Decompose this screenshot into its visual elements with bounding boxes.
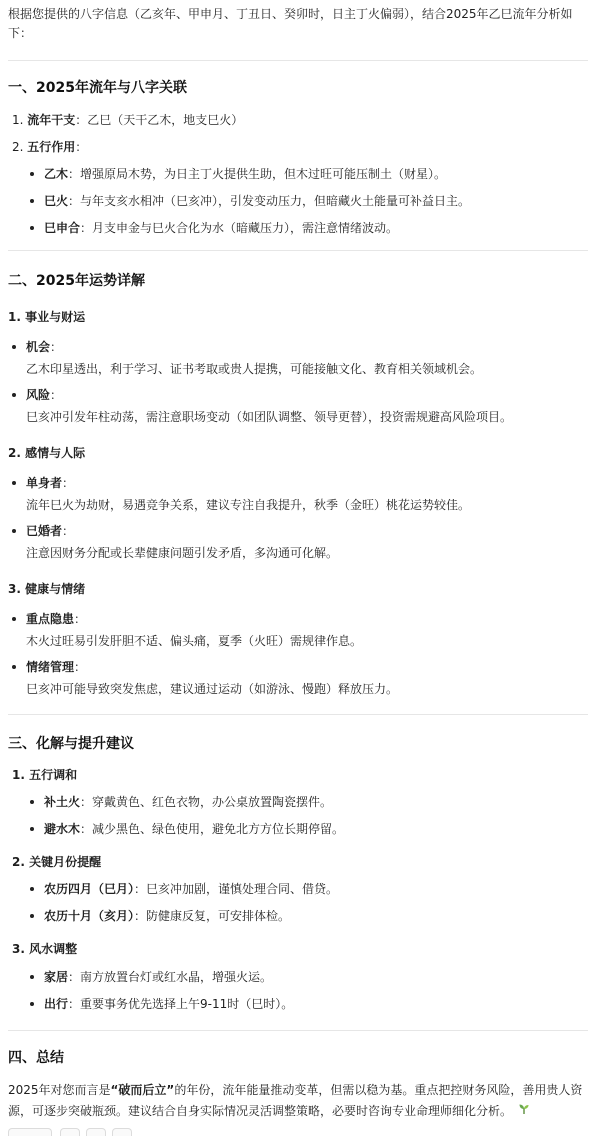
section-3-title: 三、化解与提升建议: [8, 736, 134, 752]
s3-g3-bullet-1: 家居：南方放置台灯或红水晶，增强火运。: [44, 970, 273, 984]
intro-paragraph: 根据您提供的八字信息（乙亥年、甲申月、丁丑日、癸卯时，日主丁火偏弱），结合2025年乙巳流年分析如下：: [8, 7, 573, 40]
s3-group-3: 3. 风水调整: [12, 942, 78, 956]
divider: [8, 714, 588, 715]
s3-g2-bullet-1: 农历四月（巳月）：巳亥冲加剧，谨慎处理合同、借贷。: [44, 882, 339, 896]
s2-sub2-body-1: 流年巳火为劫财，易遇竞争关系，建议专注自我提升，秋季（金旺）桃花运势较佳。: [26, 498, 471, 512]
s2-sub1-body-2: 巳亥冲引发年柱动荡，需注意职场变动（如团队调整、领导更替），投资需规避高风险项目。: [26, 410, 513, 424]
section-2-title: 二、2025年运势详解: [8, 273, 145, 289]
s3-group-1: 1. 五行调和: [12, 768, 78, 782]
s2-subheading-2: 2. 感情与人际: [8, 446, 86, 460]
s3-g3-bullet-2: 出行：重要事务优先选择上午9-11时（巳时）。: [44, 997, 294, 1011]
s2-sub1-bullet-2: 风险：: [26, 388, 63, 402]
s2-sub3-body-2: 巳亥冲可能导致突发焦虑，建议通过运动（如游泳、慢跑）释放压力。: [26, 682, 399, 696]
s2-subheading-3: 3. 健康与情绪: [8, 582, 86, 596]
s2-sub3-bullet-1: 重点隐患：: [26, 612, 87, 626]
summary-paragraph: 2025年对您而言是“破而后立”的年份，流年能量推动变革，但需以稳为基。重点把控财务风险，善用贵人资源，可逐步突破瓶颈。建议结合自身实际情况灵活调整策略，必要时咨询专业命理师细化分析。: [8, 1080, 592, 1122]
s3-group-2: 2. 关键月份提醒: [12, 855, 102, 869]
s2-sub1-body-1: 乙木印星透出，利于学习、证书考取或贵人提携，可能接触文化、教育相关领域机会。: [26, 362, 483, 376]
s3-g1-bullet-2: 避水木：减少黑色、绿色使用，避免北方方位长期停留。: [44, 822, 345, 836]
divider: [8, 60, 588, 61]
s2-sub1-bullet-1: 机会：: [26, 340, 63, 354]
s1-bullet-1: 乙木：增强原局木势，为日主丁火提供生助，但木过旺可能压制土（财星）。: [44, 167, 447, 181]
s3-g2-bullet-2: 农历十月（亥月）：防健康反复，可安排体检。: [44, 909, 291, 923]
s2-sub3-bullet-2: 情绪管理：: [26, 660, 87, 674]
s2-sub2-body-2: 注意因财务分配或长辈健康问题引发矛盾，多沟通可化解。: [26, 546, 339, 560]
s2-sub2-bullet-2: 已婚者：: [26, 524, 75, 538]
s1-bullet-3: 巳申合：月支申金与巳火合化为水（暗藏压力），需注意情绪波动。: [44, 221, 399, 235]
s2-sub2-bullet-1: 单身者：: [26, 476, 75, 490]
s2-subheading-1: 1. 事业与财运: [8, 310, 86, 324]
section-4-title: 四、总结: [8, 1050, 64, 1066]
s1-item-2: 2. 五行作用：: [12, 140, 88, 154]
divider: [8, 1030, 588, 1031]
s1-bullet-2: 巳火：与年支亥水相冲（巳亥冲），引发变动压力，但暗藏火土能量可补益日主。: [44, 194, 471, 208]
s1-item-1: 1. 流年干支：乙巳（天干乙木，地支巳火）: [12, 113, 244, 127]
sprout-icon: [518, 1101, 530, 1122]
section-1-title: 一、2025年流年与八字关联: [8, 80, 187, 96]
divider: [8, 250, 588, 251]
s2-sub3-body-1: 木火过旺易引发肝胆不适、偏头痛，夏季（火旺）需规律作息。: [26, 634, 363, 648]
s3-g1-bullet-1: 补土火：穿戴黄色、红色衣物，办公桌放置陶瓷摆件。: [44, 795, 333, 809]
